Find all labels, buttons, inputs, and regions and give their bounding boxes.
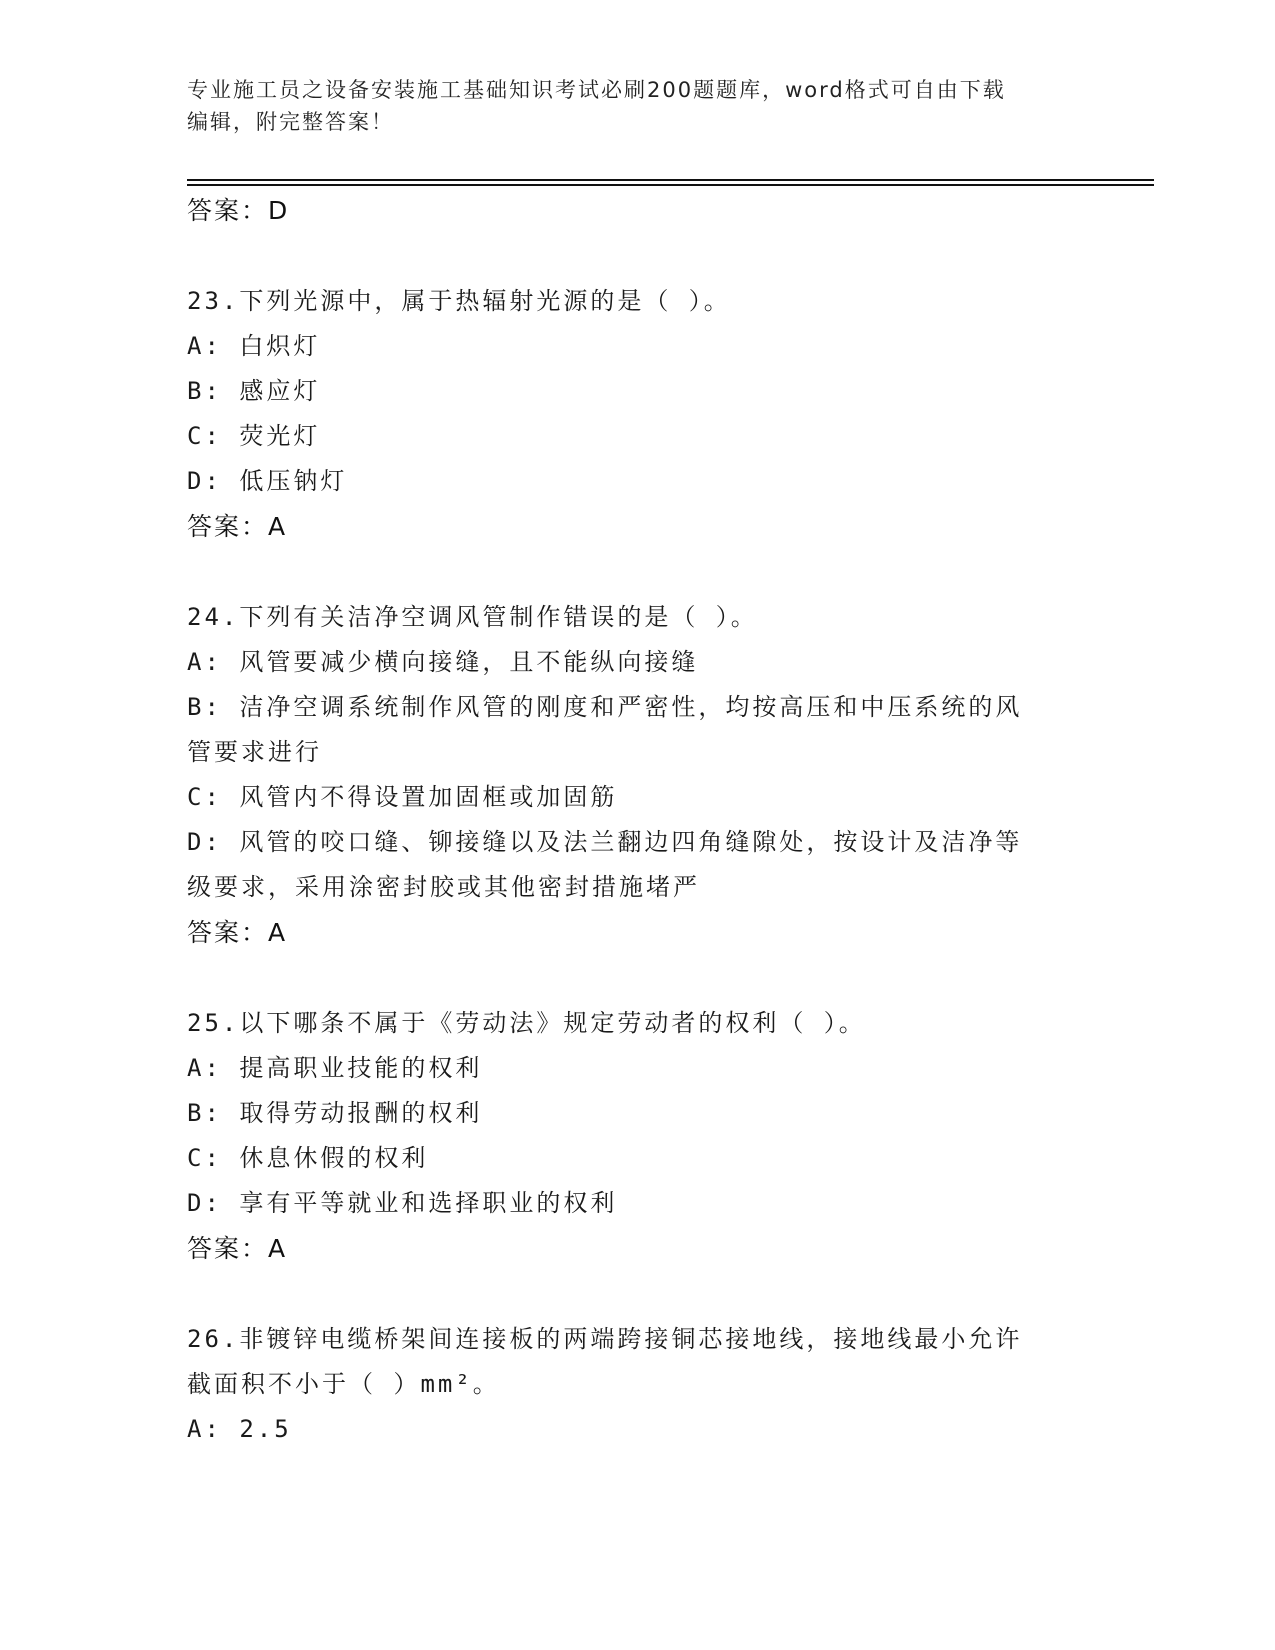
document-header <box>187 74 1067 138</box>
question-stem: 24.下列有关洁净空调风管制作错误的是（ ）。 <box>187 603 758 631</box>
spacer <box>187 234 1077 279</box>
option-d-continued: 级要求，采用涂密封胶或其他密封措施堵严 <box>187 873 700 901</box>
option-a: A: 白炽灯 <box>187 332 321 360</box>
spacer <box>187 1272 1077 1317</box>
header-title-line-2: 编辑，附完整答案！ <box>187 110 394 134</box>
option-b-continued: 管要求进行 <box>187 738 322 766</box>
question-stem-continued: 截面积不小于（ ）mm²。 <box>187 1370 500 1398</box>
option-a: A: 提高职业技能的权利 <box>187 1054 483 1082</box>
question-24 <box>187 595 1077 956</box>
header-title-line-1: 专业施工员之设备安装施工基础知识考试必刷200题题库，word格式可自由下载 <box>187 78 1006 102</box>
option-c: C: 荧光灯 <box>187 422 321 450</box>
option-b: B: 洁净空调系统制作风管的刚度和严密性，均按高压和中压系统的风 <box>187 693 1023 721</box>
answer: 答案：A <box>187 1234 288 1263</box>
option-d: D: 风管的咬口缝、铆接缝以及法兰翻边四角缝隙处，按设计及洁净等 <box>187 828 1023 856</box>
question-25 <box>187 1001 1077 1272</box>
option-c: C: 风管内不得设置加固框或加固筋 <box>187 783 618 811</box>
question-26 <box>187 1317 1077 1452</box>
question-23 <box>187 279 1077 550</box>
option-a: A: 2.5 <box>187 1415 292 1443</box>
answer: 答案：A <box>187 512 288 541</box>
answer: 答案：A <box>187 918 288 947</box>
question-list <box>187 188 1077 1452</box>
spacer <box>187 956 1077 1001</box>
option-a: A: 风管要减少横向接缝，且不能纵向接缝 <box>187 648 699 676</box>
option-c: C: 休息休假的权利 <box>187 1144 429 1172</box>
option-d: D: 低压钠灯 <box>187 467 348 495</box>
question-stem: 26.非镀锌电缆桥架间连接板的两端跨接铜芯接地线，接地线最小允许 <box>187 1325 1023 1353</box>
option-d: D: 享有平等就业和选择职业的权利 <box>187 1189 618 1217</box>
option-b: B: 取得劳动报酬的权利 <box>187 1099 483 1127</box>
header-divider-top <box>187 179 1154 181</box>
spacer <box>187 550 1077 595</box>
question-stem: 25.以下哪条不属于《劳动法》规定劳动者的权利（ ）。 <box>187 1009 866 1037</box>
option-b: B: 感应灯 <box>187 377 321 405</box>
header-divider-bottom <box>187 184 1154 186</box>
answer-previous: 答案：D <box>187 196 290 225</box>
question-stem: 23.下列光源中，属于热辐射光源的是（ ）。 <box>187 287 731 315</box>
